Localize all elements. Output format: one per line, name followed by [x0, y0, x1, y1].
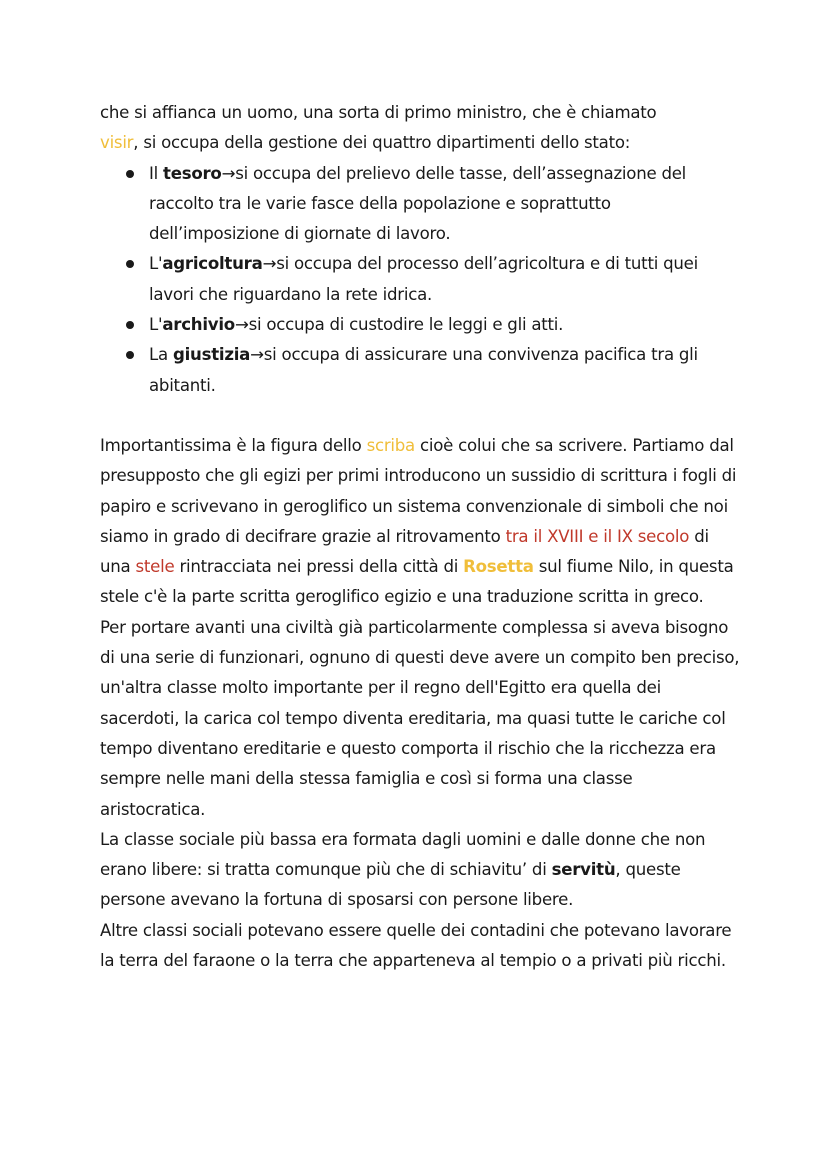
list-item-archivio: L'archivio→si occupa di custodire le leggi e gli atti.: [126, 310, 740, 340]
term-stele: stele: [135, 557, 175, 577]
arrow-icon: →: [250, 345, 264, 365]
intro-line-1: che si affianca un uomo, una sorta di primo ministro, che è chiamato: [100, 103, 657, 122]
classe-sociale-paragraph: La classe sociale più bassa era formata dagli uomini e dalle donne che non erano libere: si tratta comunque più che di schiavitu’ di servitù, queste persone avevano la fortuna di sposarsi con persone libere.: [100, 829, 706, 910]
arrow-icon: →: [262, 254, 277, 274]
term-rosetta: Rosetta: [463, 557, 534, 577]
term-agricoltura: agricoltura: [162, 254, 263, 274]
intro-paragraph: [100, 98, 740, 159]
bullet-icon: [126, 351, 134, 359]
document-page: [100, 98, 740, 976]
bullet-icon: [126, 321, 134, 329]
funzionari-paragraph: Per portare avanti una civiltà già particolarmente complessa si aveva bisogno di una serie di funzionari, ognuno di questi deve avere un compito ben preciso, un'altra classe molto importante per il regno dell'Egitto era quella dei sacerdoti, la carica col tempo diventa ereditaria, ma quasi tutte le cariche col tempo diventano ereditarie e questo comporta il rischio che la ricchezza era sempre nelle mani della stessa famiglia e così si forma una classe aristocratica.: [100, 617, 740, 819]
contadini-paragraph: Altre classi sociali potevano essere quelle dei contadini che potevano lavorare la terra del faraone o la terra che apparteneva al tempio o a privati più ricchi.: [100, 920, 732, 971]
arrow-icon: →: [234, 315, 249, 335]
intro-line-2: , si occupa della gestione dei quattro dipartimenti dello stato:: [133, 133, 631, 153]
term-visir: visir: [100, 133, 134, 153]
scriba-paragraph: Importantissima è la figura dello scriba cioè colui che sa scrivere. Partiamo dal presupposto che gli egizi per primi introducono un sussidio di scrittura i fogli di papiro e scrivevano in geroglifico un sistema convenzionale di simboli che noi siamo in grado di decifrare grazie al ritrovamento tra il XVIII e il IX secolo di una stele rintracciata nei pressi della città di Rosetta sul fiume Nilo, in questa stele c'è la parte scritta geroglifico egizio e una traduzione scritta in greco.: [100, 435, 737, 607]
term-period: tra il XVIII e il IX secolo: [505, 526, 690, 546]
arrow-icon: →: [221, 163, 236, 183]
term-archivio: archivio: [162, 315, 235, 335]
list-item-agricoltura: L'agricoltura→si occupa del processo dell’agricoltura e di tutti quei lavori che riguardano la rete idrica.: [126, 249, 740, 310]
term-scriba: scriba: [366, 435, 415, 455]
paragraph-gap: [100, 401, 740, 431]
term-giustizia: giustizia: [172, 345, 251, 365]
bullet-icon: [126, 260, 134, 268]
list-item-giustizia: La giustizia→si occupa di assicurare una convivenza pacifica tra gli abitanti.: [126, 340, 740, 401]
term-tesoro: tesoro: [163, 163, 222, 183]
departments-list: [100, 159, 740, 401]
list-item-tesoro: Il tesoro→si occupa del prelievo delle tasse, dell’assegnazione del raccolto tra le varie fasce della popolazione e soprattutto dell’imposizione di giornate di lavoro.: [126, 159, 740, 250]
bullet-icon: [126, 170, 134, 178]
term-servitu: servitù: [551, 860, 616, 880]
